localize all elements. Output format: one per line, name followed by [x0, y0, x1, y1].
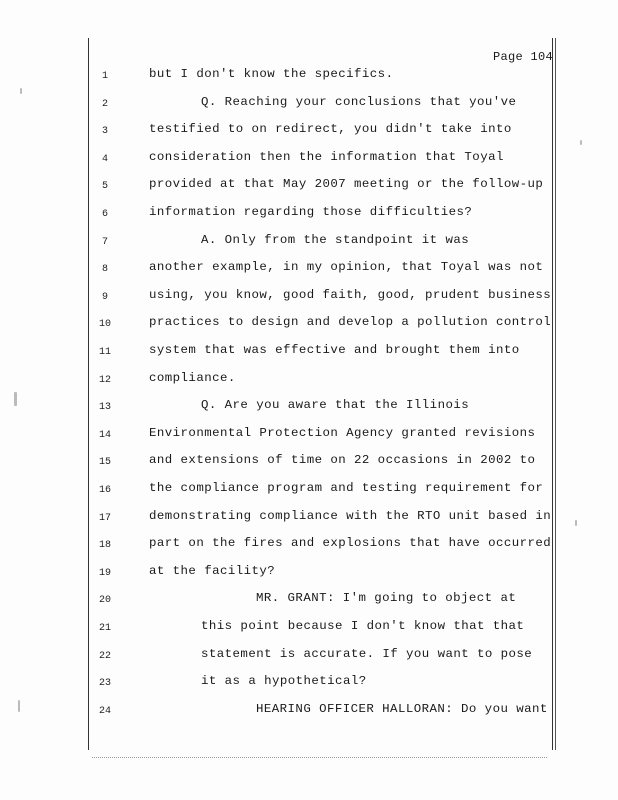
transcript-line	[0, 230, 618, 258]
transcript-line	[0, 561, 618, 589]
line-number: 15	[98, 457, 111, 469]
line-number: 6	[101, 209, 108, 220]
line-number: 8	[101, 264, 108, 276]
line-text: another example, in my opinion, that Toyal was not	[149, 260, 544, 275]
line-text: Environmental Protection Agency granted revisions	[149, 425, 536, 440]
transcript-line	[0, 450, 618, 478]
line-text: HEARING OFFICER HALLORAN: Do you want	[256, 701, 548, 716]
transcript-line	[0, 174, 618, 202]
line-number: 23	[98, 678, 111, 690]
transcript-line	[0, 423, 618, 451]
transcript-line	[0, 699, 618, 727]
line-number: 1	[101, 71, 108, 82]
line-text: but I don't know the specifics.	[149, 67, 394, 81]
line-number: 2	[101, 98, 108, 110]
line-text: information regarding those difficulties?	[149, 205, 473, 219]
line-number: 9	[101, 291, 108, 303]
scan-speck	[580, 140, 582, 145]
line-text: Q. Reaching your conclusions that you've	[201, 94, 517, 109]
transcript-line	[0, 92, 618, 120]
line-number: 19	[98, 567, 111, 579]
line-number: 4	[101, 153, 108, 165]
transcript-line	[0, 64, 618, 92]
line-number: 5	[101, 181, 108, 193]
line-text: MR. GRANT: I'm going to object at	[256, 591, 517, 606]
line-number: 20	[98, 595, 111, 607]
page-number: Page 104	[493, 50, 554, 64]
line-number: 11	[98, 347, 111, 358]
line-text: demonstrating compliance with the RTO unit based in	[149, 508, 552, 523]
line-text: and extensions of time on 22 occasions in 2002 to	[149, 453, 536, 468]
line-number: 12	[98, 374, 111, 386]
line-text: testified to on redirect, you didn't take into	[149, 122, 512, 137]
line-number: 14	[98, 429, 111, 441]
line-number: 3	[101, 126, 108, 138]
scan-speck	[18, 700, 20, 712]
transcript-line	[0, 671, 618, 699]
line-number: 10	[98, 319, 111, 331]
line-text: the compliance program and testing requirement for	[149, 481, 544, 495]
transcript-line	[0, 506, 618, 534]
line-text: it as a hypothetical?	[201, 674, 367, 689]
line-text: system that was effective and brought them into	[149, 343, 520, 357]
line-text: Q. Are you aware that the Illinois	[201, 398, 470, 413]
line-text: practices to design and develop a pollution control	[149, 315, 552, 330]
line-number: 16	[98, 485, 111, 496]
transcript-line	[0, 257, 618, 285]
line-text: this point because I don't know that that	[201, 619, 525, 633]
transcript-line	[0, 616, 618, 644]
line-text: A. Only from the standpoint it was	[201, 232, 470, 247]
line-number: 7	[101, 236, 108, 248]
transcript-line	[0, 202, 618, 230]
transcript-line	[0, 368, 618, 396]
transcript-line	[0, 285, 618, 313]
scan-speck	[14, 392, 17, 406]
line-text: provided at that May 2007 meeting or the follow-up	[149, 177, 544, 192]
transcript-line	[0, 147, 618, 175]
line-text: statement is accurate. If you want to pose	[201, 646, 533, 661]
transcript-line	[0, 119, 618, 147]
transcript-line	[0, 588, 618, 616]
line-number: 22	[98, 650, 111, 662]
line-number: 17	[98, 512, 111, 524]
line-text: at the facility?	[149, 563, 276, 578]
transcript-line	[0, 478, 618, 506]
scan-speck	[575, 520, 577, 526]
line-text: consideration then the information that Toyal	[149, 149, 504, 164]
line-text: compliance.	[149, 370, 236, 385]
line-text: using, you know, good faith, good, prudent business	[149, 287, 552, 302]
transcript-line	[0, 644, 618, 672]
scan-speck	[20, 88, 22, 94]
transcript-line	[0, 533, 618, 561]
line-text: part on the fires and explosions that have occurred	[149, 536, 552, 551]
line-number: 21	[98, 623, 111, 634]
transcript-line	[0, 395, 618, 423]
transcript-line	[0, 312, 618, 340]
line-number: 13	[98, 402, 111, 414]
transcript-line	[0, 340, 618, 368]
footer-scan-noise	[92, 757, 547, 759]
line-number: 24	[98, 705, 111, 717]
line-number: 18	[98, 540, 111, 552]
